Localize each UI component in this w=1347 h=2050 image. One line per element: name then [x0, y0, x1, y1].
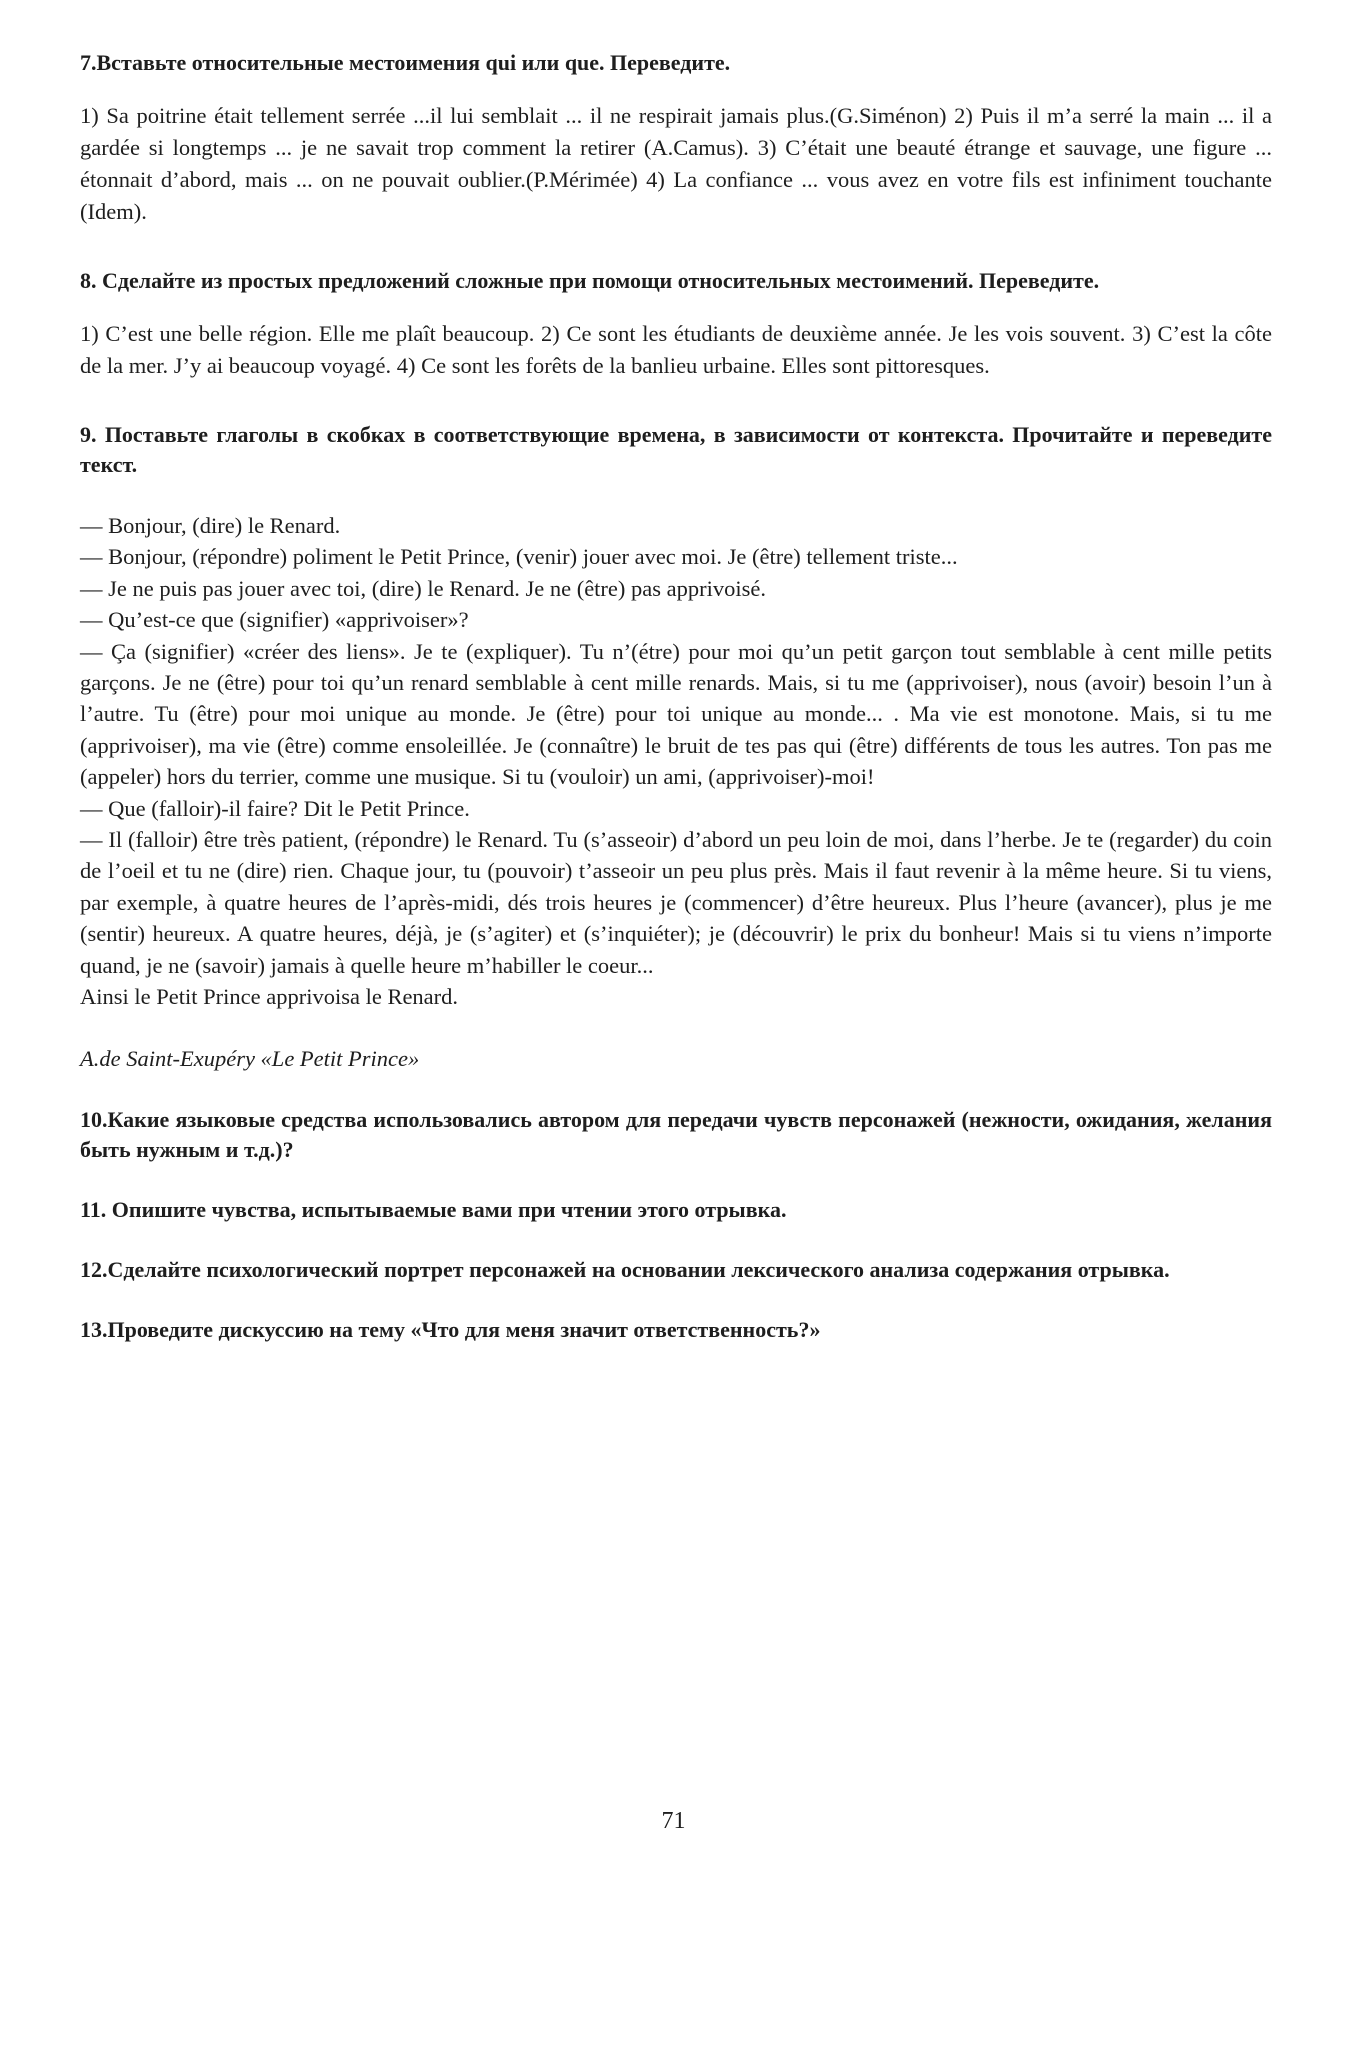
- exercise-13: [80, 1315, 1272, 1345]
- exercise-8-text: 1) C’est une belle région. Elle me plaît beaucoup. 2) Ce sont les étudiants de deuxième année. Je les vois souvent. 3) C’est la côte de la mer. J’y ai beaucoup voyagé. 4) Ce sont les forêts de la banlieu urbaine. Elles sont pittoresques.: [80, 321, 1272, 378]
- source-citation: A.de Saint-Exupéry «Le Petit Prince»: [80, 1045, 420, 1071]
- exercise-11-heading: 11. Опишите чувства, испытываемые вами при чтении этого отрывка.: [80, 1196, 787, 1222]
- exercise-12: [80, 1255, 1272, 1285]
- exercise-8-heading: 8. Сделайте из простых предложений сложные при помощи относительных местоимений. Переведите.: [80, 268, 1100, 293]
- exercise-10: [80, 1105, 1272, 1165]
- dialog-list: [80, 510, 1272, 1013]
- dialog-line: — Bonjour, (dire) le Renard.: [80, 513, 341, 538]
- dialog-line: — Qu’est-ce que (signifier) «apprivoiser»?: [80, 607, 469, 633]
- exercise-7-text: 1) Sa poitrine était tellement serrée ...il lui semblait ... il ne respirait jamais plus.(G.Siménon) 2) Puis il m’a serré la main ... il a gardée si longtemps ... je ne savait trop comment la retirer (A.Camus). 3) C’était une beauté étrange et sauvage, une figure ... étonnait d’abord, mais ... on ne pouvait oublier.(P.Mérimée) 4) La confiance ... vous avez en votre fils est infiniment touchante (Idem).: [80, 103, 1272, 224]
- dialog-line: — Que (falloir)-il faire? Dit le Petit Prince.: [80, 795, 470, 821]
- dialog-line: Ainsi le Petit Prince apprivoisa le Renard.: [80, 984, 459, 1010]
- dialog-line: — Il (falloir) être très patient, (répondre) le Renard. Tu (s’asseoir) d’abord un peu loin de moi, dans l’herbe. Je te (regarder) du coin de l’oeil et tu ne (dire) rien. Chaque jour, tu (pouvoir) t’asseoir un peu plus près. Mais il faut revenir à la même heure. Si tu viens, par exemple, à quatre heures de l’après-midi, dés trois heures je (commencer) d’être heureux. Plus l’heure (avancer), plus je me (sentir) heureux. A quatre heures, déjà, je (s’agiter) et (s’inquiéter); je (découvrir) le prix du bonheur! Mais si tu viens n’importe quand, je ne (savoir) jamais à quelle heure m’habiller le coeur...: [80, 827, 1272, 978]
- exercise-7-heading: 7.Вставьте относительные местоимения qui или que. Переведите.: [80, 50, 731, 75]
- exercise-9: [80, 420, 1272, 1075]
- exercise-11: [80, 1195, 1272, 1225]
- exercise-12-heading: 12.Сделайте психологический портрет персонажей на основании лексического анализа содержания отрывка.: [80, 1256, 1170, 1282]
- dialog-line: — Bonjour, (répondre) poliment le Petit Prince, (venir) jouer avec moi. Je (être) tellement triste...: [80, 544, 958, 570]
- exercise-13-heading: 13.Проведите дискуссию на тему «Что для меня значит ответственность?»: [80, 1316, 821, 1342]
- dialog-line: — Je ne puis pas jouer avec toi, (dire) le Renard. Je ne (être) pas apprivoisé.: [80, 575, 766, 601]
- exercise-7: [80, 48, 1272, 228]
- dialog-line: — Ça (signifier) «créer des liens». Je te (expliquer). Tu n’(étre) pour moi qu’un petit garçon tout semblable à cent mille petits garçons. Je ne (être) pour toi qu’un renard semblable à cent mille renards. Mais, si tu me (apprivoiser), nous (avoir) besoin l’un à l’autre. Tu (être) pour moi unique au monde. Je (être) pour toi unique au monde... . Ma vie est monotone. Mais, si tu me (apprivoiser), ma vie (être) comme ensoleillée. Je (connaître) le bruit de tes pas qui (être) différents de tous les autres. Ton pas me (appeler) hors du terrier, comme une musique. Si tu (vouloir) un ami, (apprivoiser)-moi!: [80, 638, 1272, 790]
- exercise-8: [80, 266, 1272, 382]
- exercise-10-heading: 10.Какие языковые средства использовались автором для передачи чувств персонажей (нежности, ожидания, желания быть нужным и т.д.)?: [80, 1106, 1272, 1162]
- page-content: [80, 48, 1272, 1345]
- exercise-9-heading: 9. Поставьте глаголы в скобках в соответствующие времена, в зависимости от контекста. Прочитайте и переведите текст.: [80, 422, 1272, 477]
- page-number: 71: [661, 1808, 686, 1834]
